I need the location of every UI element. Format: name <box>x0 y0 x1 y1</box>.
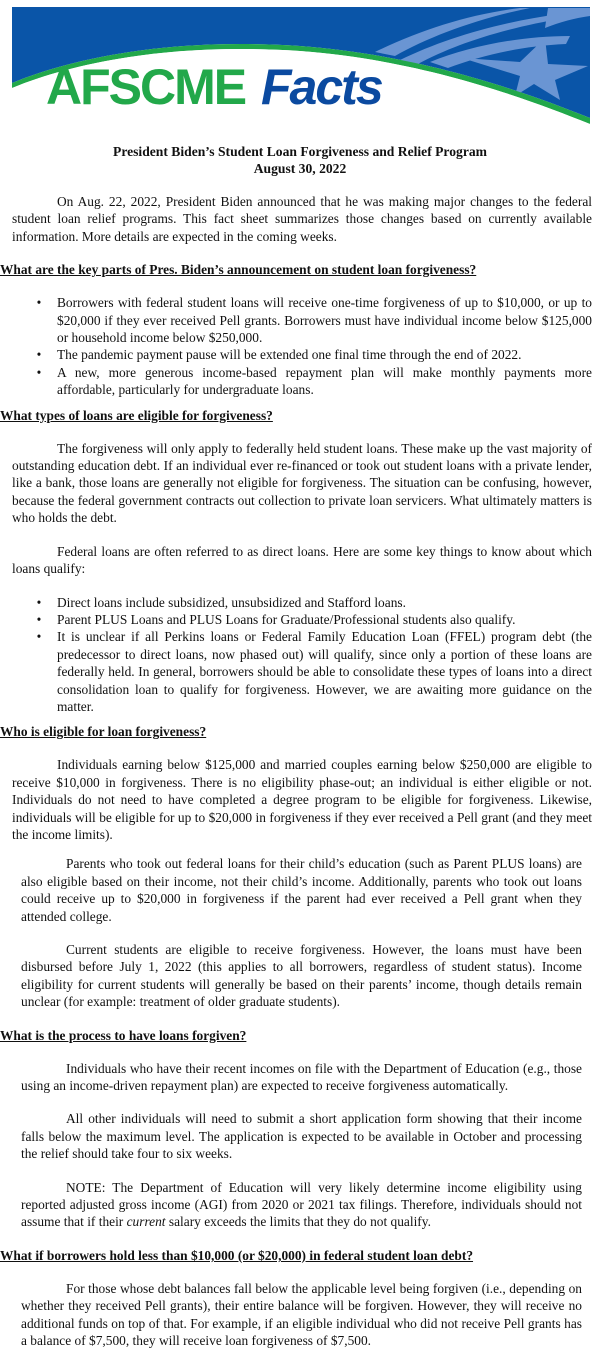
list-item: • Direct loans include subsidized, unsubsidized and Stafford loans. <box>12 594 592 611</box>
brand-logo-text <box>46 59 382 115</box>
paragraph: All other individuals will need to submit a short application form showing that their income falls below the maximum level. The application is expected to be available in October and processing the relief should take four to six weeks. <box>21 1111 582 1162</box>
list-item: • It is unclear if all Perkins loans or Federal Family Education Loan (FFEL) program debt (the predecessor to direct loans, now phased out) will qualify, since only a portion of these loans are federally held. In general, borrowers should be able to consolidate these types of loans into a direct consolidation loan to qualify for forgiveness. However, we are awaiting more guidance on the matter. <box>12 628 592 715</box>
bullet-icon: • <box>36 594 42 610</box>
list-item: • The pandemic payment pause will be extended one final time through the end of 2022. <box>12 346 592 363</box>
bullet-icon: • <box>36 347 42 363</box>
section-heading-eligibility: Who is eligible for loan forgiveness? <box>0 724 207 740</box>
paragraph: Individuals earning below $125,000 and married couples earning below $250,000 are eligible to receive $10,000 in forgiveness. There is no eligibility phase-out; an individual is either eligible or not. Individuals do not need to have completed a degree program to be eligible for forgiveness. Likewise, individuals will be eligible for up to $20,000 in forgiveness if they ever received a Pell grant (and they meet the income limits). <box>12 757 592 842</box>
list-item: • A new, more generous income-based repayment plan will make monthly payments more affordable, particularly for undergraduate loans. <box>12 364 592 399</box>
paragraph: Current students are eligible to receive forgiveness. However, the loans must have been disbursed before July 1, 2022 (this applies to all borrowers, regardless of student status). Income eligibility for current students will generally be based on their parents’ income, though details remain unclear (for example: treatment of older graduate students). <box>21 942 582 1010</box>
note-paragraph: NOTE: The Department of Education will very likely determine income eligibility using reported adjusted gross income (AGI) from 2020 or 2021 tax filings. Therefore, individuals should not assume that if their current salary exceeds the limits that they do not qualify. <box>21 1179 582 1230</box>
paragraph: Parents who took out federal loans for their child’s education (such as Parent PLUS loans) are also eligible based on their income, not their child’s income. Additionally, parents who took out loans could receive up to $20,000 in forgiveness if the parent had ever received a Pell grant when they attended college. <box>21 856 582 924</box>
paragraph: The forgiveness will only apply to federally held student loans. These make up the vast majority of outstanding education debt. If an individual ever re-financed or took out student loans with a private lender, like a bank, those loans are generally not eligible for forgiveness. The situation can be confusing, however, because the federal government contracts out collection to private loan servicers. What ultimately matters is who holds the debt. <box>12 440 592 526</box>
document-body <box>0 143 600 1350</box>
brand-afscme: AFSCME <box>46 59 246 115</box>
paragraph: For those whose debt balances fall below the applicable level being forgiven (i.e., depending on whether they received Pell grants), their entire balance will be forgiven. However, they will receive no additional funds on top of that. For example, if an eligible individual who did not receive Pell grants has a balance of $7,500, they will receive loan forgiveness of $7,500. <box>21 1280 582 1349</box>
brand-facts: Facts <box>261 59 382 115</box>
bullet-icon: • <box>36 629 42 645</box>
document-date: August 30, 2022 <box>253 161 347 176</box>
paragraph: Federal loans are often referred to as direct loans. Here are some key things to know about which loans qualify: <box>12 543 592 577</box>
section-heading-process: What is the process to have loans forgiven? <box>0 1027 247 1043</box>
section-heading-key-parts: What are the key parts of Pres. Biden’s announcement on student loan forgiveness? <box>0 262 477 278</box>
intro-paragraph: On Aug. 22, 2022, President Biden announced that he was making major changes to the federal student loan relief programs. This fact sheet summarizes those changes based on currently available information. More details are expected in the coming weeks. <box>12 194 592 244</box>
bullet-icon: • <box>36 611 42 627</box>
section-heading-loan-types: What types of loans are eligible for forgiveness? <box>0 407 273 423</box>
bullet-icon: • <box>36 295 42 311</box>
document-title: President Biden’s Student Loan Forgiveness and Relief Program <box>113 144 487 159</box>
loan-types-list <box>0 594 600 716</box>
section-heading-less-debt: What if borrowers hold less than $10,000 (or $20,000) in federal student loan debt? <box>0 1247 474 1263</box>
list-item: • Parent PLUS Loans and PLUS Loans for Graduate/Professional students also qualify. <box>12 611 592 628</box>
afscme-facts-banner <box>0 0 600 132</box>
key-parts-list <box>0 294 600 398</box>
paragraph: Individuals who have their recent incomes on file with the Department of Education (e.g., those using an income-driven repayment plan) are expected to receive forgiveness automatically. <box>21 1060 582 1094</box>
list-item: • Borrowers with federal student loans will receive one-time forgiveness of up to $10,000, or up to $20,000 if they ever received Pell grants. Borrowers must have individual income below $125,000 or household income below $250,000. <box>12 294 592 346</box>
bullet-icon: • <box>36 364 42 380</box>
